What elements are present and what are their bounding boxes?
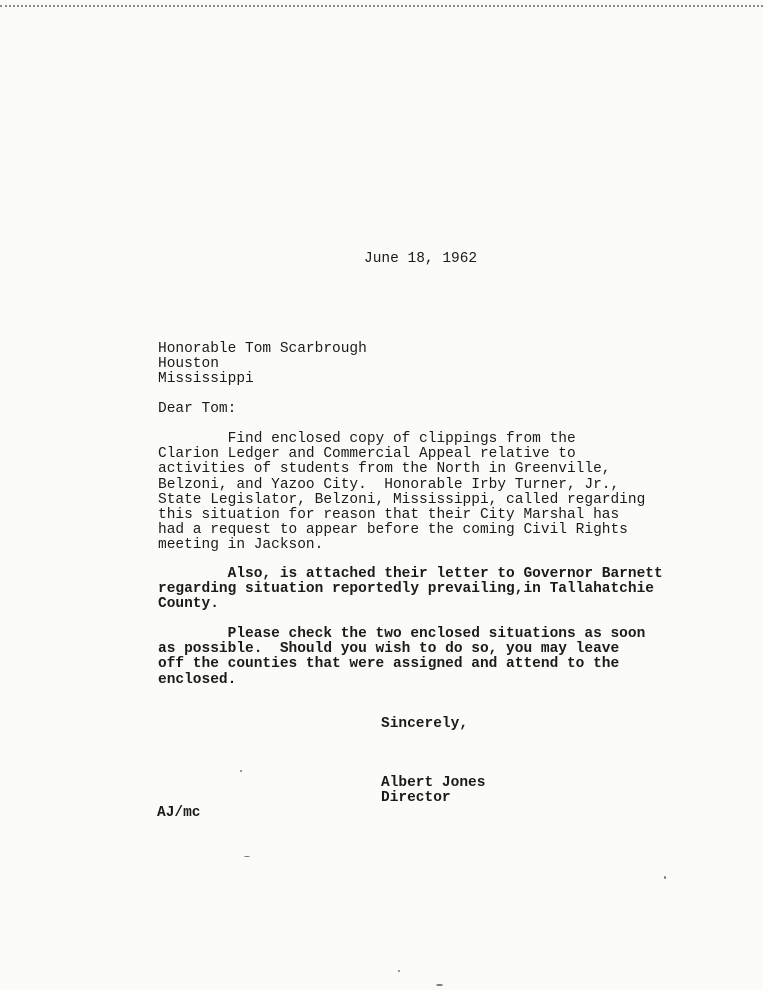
paragraph-line: enclosed. xyxy=(158,671,237,688)
letter-date: June 18, 1962 xyxy=(364,251,478,267)
recipient-city: Houston xyxy=(158,356,219,372)
scan-speck xyxy=(398,970,400,972)
paragraph-line: as possible. Should you wish to do so, you may leave xyxy=(158,641,620,658)
scan-speck xyxy=(240,770,242,772)
signer-title: Director xyxy=(381,790,451,806)
paragraph-line: Also, is attached their letter to Governor Barnett xyxy=(158,566,663,582)
recipient-name: Honorable Tom Scarbrough xyxy=(158,341,367,357)
paragraph-line: meeting in Jackson. xyxy=(158,537,324,554)
scan-speck xyxy=(244,856,250,857)
paragraph-1 xyxy=(158,432,678,554)
paragraph-line: County. xyxy=(158,596,219,613)
paragraph-line: off the counties that were assigned and attend to the xyxy=(158,656,620,673)
reference-initials: AJ/mc xyxy=(157,805,201,821)
top-edge-line xyxy=(0,5,763,7)
paragraph-line: Please check the two enclosed situations as soon xyxy=(158,626,646,642)
paragraph-3 xyxy=(158,627,678,688)
paragraph-2 xyxy=(158,567,678,613)
paragraph-line: Belzoni, and Yazoo City. Honorable Irby Turner, Jr., xyxy=(158,476,620,493)
paragraph-line: State Legislator, Belzoni, Mississippi, called regarding xyxy=(158,491,646,508)
salutation: Dear Tom: xyxy=(158,401,237,417)
scan-speck xyxy=(436,984,443,986)
paragraph-line: had a request to appear before the coming Civil Rights xyxy=(158,522,628,539)
paragraph-line: regarding situation reportedly prevailing,in Tallahatchie xyxy=(158,581,654,598)
signer-name: Albert Jones xyxy=(381,775,486,791)
paragraph-line: this situation for reason that their City Marshal has xyxy=(158,507,620,524)
recipient-state: Mississippi xyxy=(158,371,254,387)
paragraph-line: Clarion Ledger and Commercial Appeal relative to xyxy=(158,446,576,463)
scan-speck xyxy=(664,876,666,879)
paragraph-line: activities of students from the North in Greenville, xyxy=(158,461,611,478)
closing: Sincerely, xyxy=(381,716,469,732)
paragraph-line: Find enclosed copy of clippings from the xyxy=(158,431,576,447)
